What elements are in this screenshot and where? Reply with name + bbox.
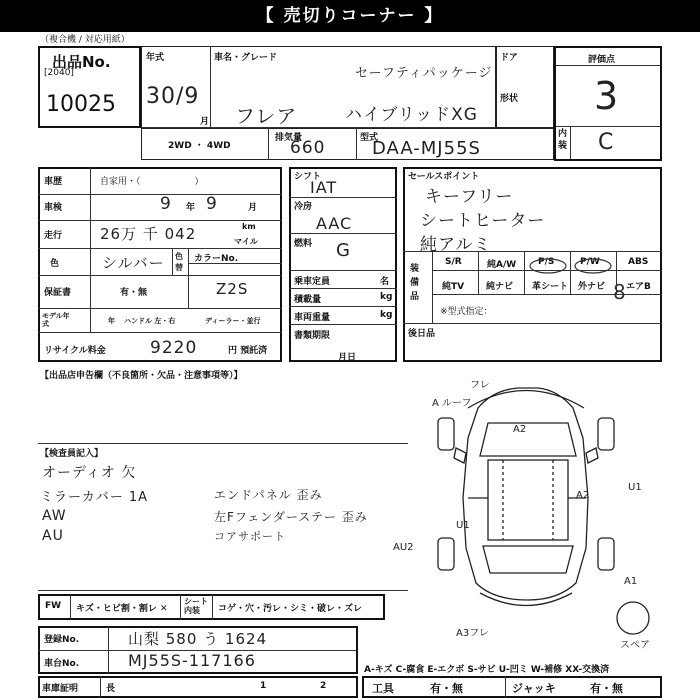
page-banner [0,0,700,32]
equipment-marks [403,251,662,323]
recycle-label: リサイクル料金 [44,346,106,356]
model-year-label: モデル年式 [42,312,70,328]
diagram-mark-2: A ルーフ [432,398,472,409]
shape-label: 形状 [500,94,519,104]
diagram-mark-3: A2 [513,424,527,435]
tools-value: 有・無 [430,682,463,695]
tools-label: 工具 [372,682,394,695]
lot-code: [2040] [44,68,74,78]
inspector-note-3: AW [42,508,67,524]
recycle-unit: 円 預託済 [228,346,268,356]
selling-point-1: キーフリー [425,187,514,207]
door-label: ドア [500,53,518,63]
diagram-mark-8: A1 [624,576,638,587]
mileage-km: km [242,222,256,231]
equip-sr: S/R [445,257,462,267]
color-no-value: Z2S [216,280,249,298]
registration-label: 登録No. [44,635,80,645]
lot-box [38,46,141,128]
damage-legend: A-キズ C-腐食 E-エクボ S-サビ U-凹ミ W-補修 XX-交換済 [364,665,610,675]
inspector-note-7: コアサポート [214,530,286,543]
score-label: 評価点 [588,55,616,65]
selling-point-2: シートヒーター [420,211,546,231]
diagram-mark-9: A3フレ [456,628,489,639]
equip-ps: P/S [538,257,555,267]
color-value: シルバー [102,254,165,272]
inspector-note-4: AU [42,528,64,544]
warranty-value: 有・無 [120,288,148,298]
year-label: 年式 [146,53,165,63]
doc-deadline-unit: 月日 [338,353,357,363]
score-box [554,46,662,161]
diagram-mark-7: AU2 [393,542,414,553]
mileage-value: 26万 千 042 [100,225,197,243]
equip-aw: 純A/W [487,260,517,270]
history-value: 自家用・（ ） [100,177,204,187]
seller-notes-label: 【出品店申告欄（不良箇所・欠品・注意事項等）】 [40,371,243,381]
doc-deadline-label: 書類期限 [294,331,331,341]
chassis-label: 車台No. [44,659,80,669]
svg-text:8: 8 [613,280,626,304]
color-change-label: 色替 [175,252,183,272]
aircon-value: AAC [316,214,353,233]
equip-ext-navi: 外ナビ [578,282,606,292]
fuel-label: 燃料 [294,239,313,249]
model-grade-top: セーフティパッケージ [355,66,493,81]
equip-abs: ABS [628,257,649,267]
fw-label: FW [45,601,62,611]
fw-items2: コゲ・穴・汚レ・シミ・破レ・ズレ [218,604,363,614]
vehicle-damage-diagram [393,378,698,651]
lot-label: 出品No. [52,53,111,71]
diagram-mark-10: スペア [620,640,650,651]
history-label: 車歴 [44,177,63,187]
inspection-month: 9 [206,194,218,214]
inspector-note-2: ミラーカバー 1A [40,490,149,505]
inspector-note-6: 左Fフェンダーステー 歪み [214,510,368,524]
inspector-note-1: オーディオ 欠 [42,465,137,481]
equip-leather: 革シート [532,282,569,292]
chassis-value: MJ55S-117166 [128,651,256,670]
model-year-year: 年 [108,317,115,325]
registration-value: 山梨 580 う 1624 [128,630,268,648]
equipment-label: 装備品 [410,264,420,302]
fuel-value: G [336,240,351,261]
displacement-label: 排気量 [275,133,303,143]
model-year-dealer: ディーラー・並行 [205,317,261,325]
weight-label: 車両重量 [294,313,331,323]
interior-value: C [598,130,615,155]
inspection-year-unit: 年 [186,203,196,213]
model-year-handle: ハンドル 左・右 [124,317,176,325]
cert-b: 1 [260,681,267,691]
jack-value: 有・無 [590,682,623,695]
score-value: 3 [594,74,620,118]
jack-label: ジャッキ [512,682,556,695]
recycle-value: 9220 [150,338,198,358]
weight-unit: kg [380,310,393,320]
diagram-mark-6: U1 [628,482,642,493]
diagram-mark-1: フレ [470,380,490,391]
mileage-label: 走行 [44,231,63,241]
equip-tv: 純TV [442,282,465,292]
door-box [496,46,554,128]
drive-options: 2WD ・ 4WD [168,141,231,151]
type-value: DAA-MJ55S [372,138,481,159]
cert-row [38,676,358,698]
cert-c: 2 [320,681,327,691]
interior-label: 内装 [558,129,568,151]
capacity-unit: 名 [380,277,390,287]
warranty-label: 保証書 [44,288,72,298]
diagram-mark-4: A2 [576,490,590,501]
equip-extra: ※型式指定： [440,307,493,317]
fw-items: キズ・ヒビ割・割レ ✕ [76,604,168,614]
cert-a: 長 [106,684,116,694]
diagram-mark-5: U1 [456,520,470,531]
inspector-label: 【検査員記入】 [40,449,104,459]
year-unit: 月 [200,117,210,127]
equip-pw: P/W [580,257,600,267]
displacement-value: 660 [290,138,326,158]
mileage-mile: マイル [234,237,258,246]
capacity-label: 乗車定員 [294,277,331,287]
year-value: 30/9 [146,84,200,109]
model-grade: ハイブリッドXG [345,105,478,125]
model-name: フレア [235,104,298,128]
lot-number: 10025 [46,92,116,117]
model-label: 車名・グレード [214,53,278,63]
inspection-year: 9 [160,194,172,214]
inspection-label: 車検 [44,203,63,213]
shift-label: シフト [294,172,322,182]
selling-points-label: セールスポイント [408,172,480,182]
after-label: 後日品 [408,329,436,339]
header-note: （複合機 / 対応用紙） [40,35,130,45]
load-label: 積載量 [294,295,322,305]
type-label: 型式 [360,133,379,143]
load-unit: kg [380,292,393,302]
banner-title: 【 売切りコーナー 】 [256,6,444,26]
fw-middle: シート内装 [184,597,208,615]
cert-label: 車庫証明 [42,684,79,694]
equip-navi: 純ナビ [486,282,514,292]
equip-airbag: エアB [626,282,651,292]
shift-value: IAT [310,178,338,197]
inspection-month-unit: 月 [248,203,258,213]
selling-point-3: 純アルミ [420,235,492,255]
inspector-note-5: エンドパネル 歪み [214,488,323,502]
color-no-label: カラーNo. [194,254,239,264]
color-label: 色 [50,259,60,269]
aircon-label: 冷房 [294,202,313,212]
